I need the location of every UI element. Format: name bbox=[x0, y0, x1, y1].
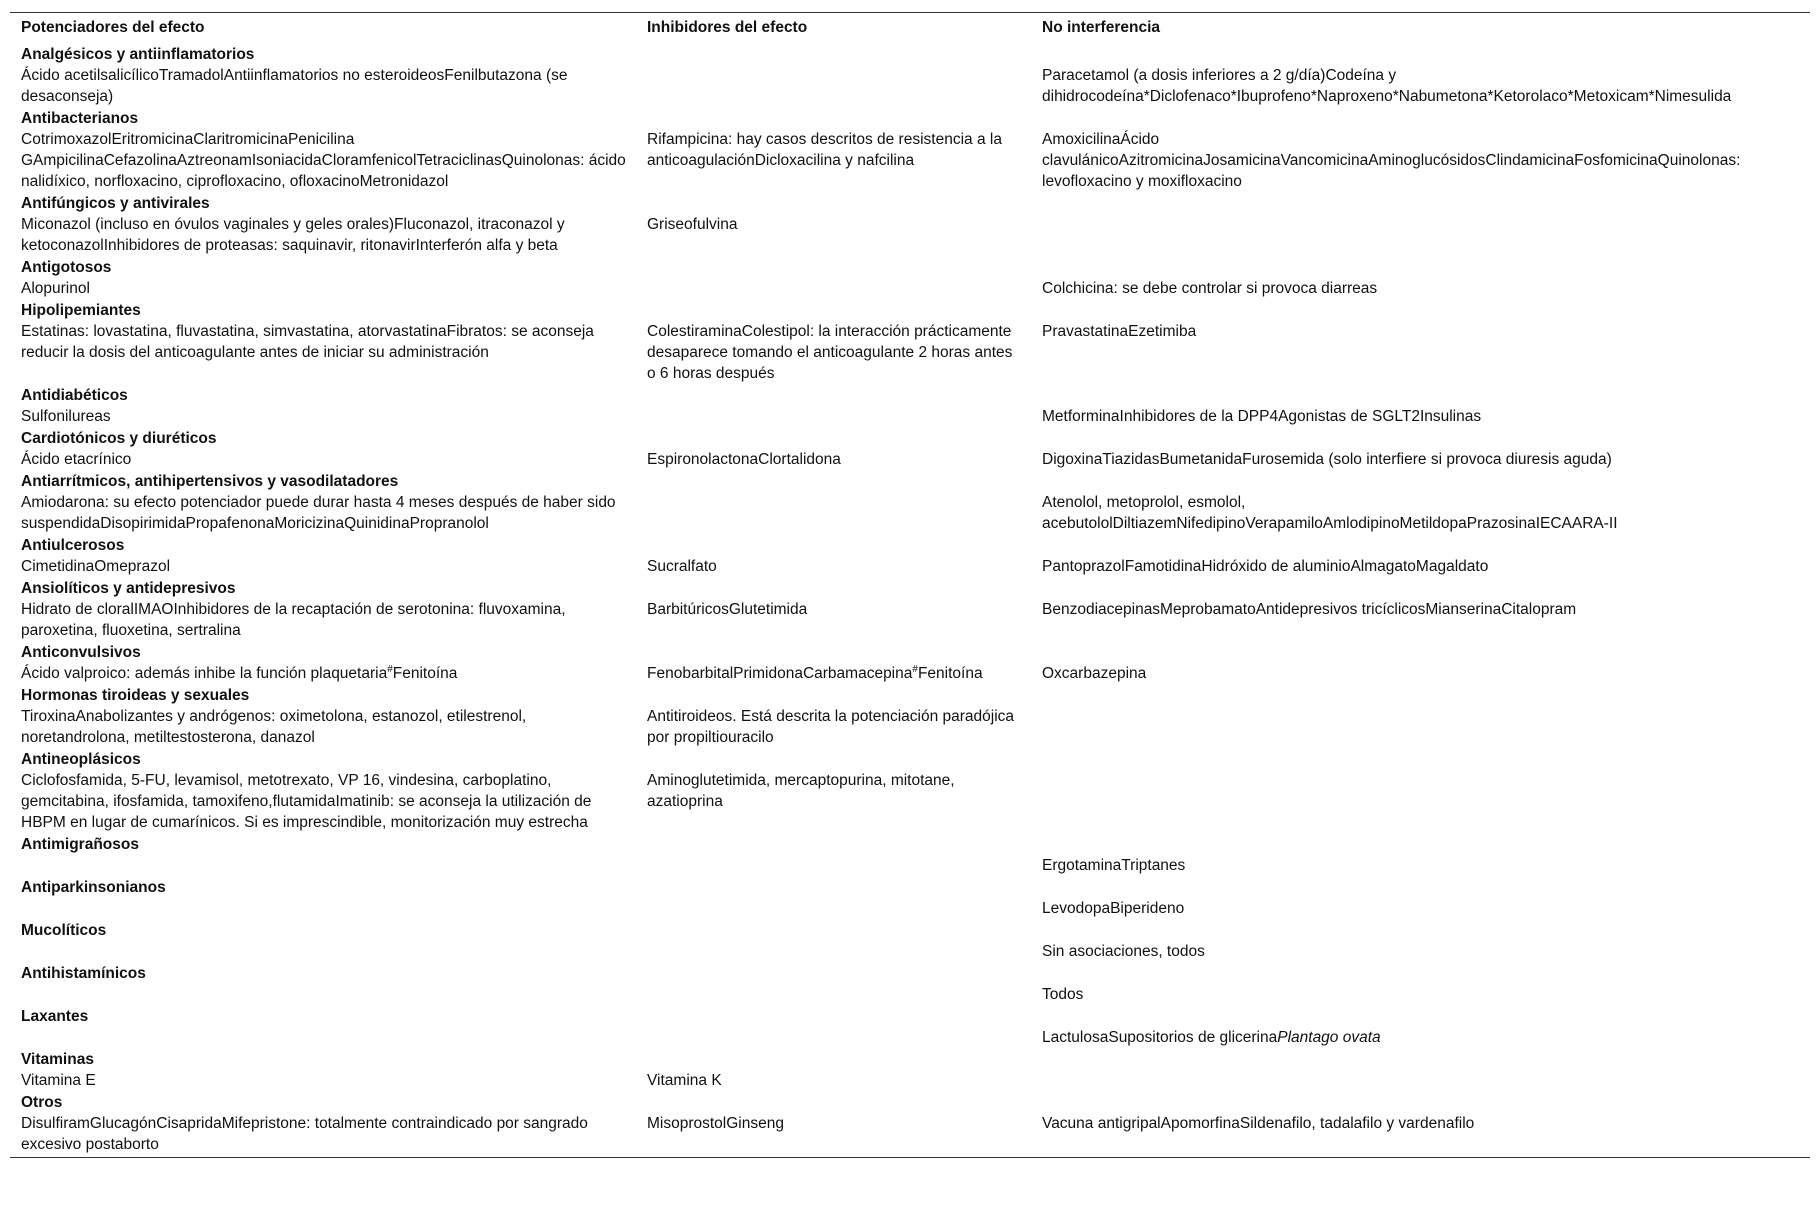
cell-inhibidores bbox=[636, 65, 1031, 107]
cell-no-interferencia: MetforminaInhibidores de la DPP4Agonistas de SGLT2Insulinas bbox=[1042, 408, 1482, 425]
table-row bbox=[10, 449, 1810, 470]
table-row bbox=[10, 599, 1810, 641]
cell-inhibidores bbox=[636, 1027, 1031, 1048]
cell-no-interferencia: Todos bbox=[1042, 986, 1084, 1003]
cell-potenciadores bbox=[10, 984, 636, 1005]
header-row bbox=[10, 13, 1810, 44]
cell-inhibidores bbox=[636, 984, 1031, 1005]
category-label: Antimigrañosos bbox=[21, 836, 139, 853]
cell-no-interferencia bbox=[1031, 706, 1810, 748]
header-inhibidores: Inhibidores del efecto bbox=[636, 13, 1031, 44]
category-label: Hormonas tiroideas y sexuales bbox=[21, 687, 250, 704]
cell-inhibidores: Griseofulvina bbox=[647, 216, 738, 233]
table-row bbox=[10, 1070, 1810, 1091]
cell-inhibidores: ColestiraminaColestipol: la interacción prácticamente desaparece tomando el anticoagulante 2 horas antes o 6 horas después bbox=[647, 323, 1013, 382]
cell-potenciadores: Hidrato de cloralIMAOInhibidores de la recaptación de serotonina: fluvoxamina, paroxetina, fluoxetina, sertralina bbox=[21, 601, 566, 639]
category-label: Antihistamínicos bbox=[21, 965, 146, 982]
cell-inhibidores bbox=[636, 406, 1031, 427]
category-row bbox=[10, 641, 1810, 663]
category-label: Antiulcerosos bbox=[21, 537, 125, 554]
table-row bbox=[10, 770, 1810, 833]
cell-no-interferencia: AmoxicilinaÁcido clavulánicoAzitromicinaJosamicinaVancomicinaAminoglucósidosClindamicinaFosfomicinaQuinolonas: levofloxacino y moxifloxacino bbox=[1042, 131, 1741, 190]
table-row bbox=[10, 406, 1810, 427]
category-label: Mucolíticos bbox=[21, 922, 107, 939]
table-row bbox=[10, 214, 1810, 256]
table-row bbox=[10, 663, 1810, 684]
interaction-table bbox=[10, 12, 1810, 1158]
cell-no-interferencia: Colchicina: se debe controlar si provoca diarreas bbox=[1042, 280, 1378, 297]
cell-potenciadores: Ácido valproico: además inhibe la función plaquetaria#Fenitoína bbox=[21, 663, 458, 682]
cell-potenciadores: TiroxinaAnabolizantes y andrógenos: oximetolona, estanozol, etilestrenol, noretandrolona, metiltestosterona, danazol bbox=[21, 708, 527, 746]
cell-no-interferencia: PravastatinaEzetimiba bbox=[1042, 323, 1197, 340]
cell-potenciadores: Ácido etacrínico bbox=[21, 451, 132, 468]
category-row bbox=[10, 876, 1810, 898]
category-row bbox=[10, 470, 1810, 492]
cell-potenciadores: Ciclofosfamida, 5-FU, levamisol, metotrexato, VP 16, vindesina, carboplatino, gemcitabina, ifosfamida, tamoxifeno,flutamidaImatinib: se aconseja la utilización de HBPM en lugar de cumarínicos. Si es imprescindible, monitorización muy estrecha bbox=[21, 772, 592, 831]
cell-potenciadores: Vitamina E bbox=[21, 1072, 96, 1089]
cell-no-interferencia bbox=[1031, 770, 1810, 833]
table-row bbox=[10, 65, 1810, 107]
category-row bbox=[10, 1005, 1810, 1027]
category-row bbox=[10, 43, 1810, 65]
category-row bbox=[10, 1091, 1810, 1113]
cell-inhibidores: BarbitúricosGlutetimida bbox=[647, 601, 808, 618]
table-row bbox=[10, 129, 1810, 192]
cell-no-interferencia: LevodopaBiperideno bbox=[1042, 900, 1185, 917]
category-label: Antineoplásicos bbox=[21, 751, 141, 768]
cell-inhibidores bbox=[636, 855, 1031, 876]
category-row bbox=[10, 919, 1810, 941]
cell-inhibidores: EspironolactonaClortalidona bbox=[647, 451, 841, 468]
cell-no-interferencia: Oxcarbazepina bbox=[1042, 665, 1147, 682]
table-row bbox=[10, 706, 1810, 748]
table-row bbox=[10, 278, 1810, 299]
cell-potenciadores: Alopurinol bbox=[21, 280, 90, 297]
table-row bbox=[10, 855, 1810, 876]
category-row bbox=[10, 962, 1810, 984]
category-label: Antidiabéticos bbox=[21, 387, 128, 404]
cell-inhibidores bbox=[636, 898, 1031, 919]
cell-no-interferencia: Atenolol, metoprolol, esmolol, acebutololDiltiazemNifedipinoVerapamiloAmlodipinoMetildopaPrazosinaIECAARA-II bbox=[1042, 494, 1618, 532]
cell-inhibidores: FenobarbitalPrimidonaCarbamacepina#Fenitoína bbox=[647, 663, 983, 682]
category-row bbox=[10, 299, 1810, 321]
header-no-interferencia: No interferencia bbox=[1031, 13, 1810, 44]
category-label: Ansiolíticos y antidepresivos bbox=[21, 580, 236, 597]
cell-potenciadores: DisulfiramGlucagónCisapridaMifepristone: totalmente contraindicado por sangrado excesivo postaborto bbox=[10, 1113, 636, 1158]
category-label: Antifúngicos y antivirales bbox=[21, 195, 210, 212]
cell-potenciadores: Miconazol (incluso en óvulos vaginales y geles orales)Fluconazol, itraconazol y ketoconazolInhibidores de proteasas: saquinavir, ritonavirInterferón alfa y beta bbox=[21, 216, 565, 254]
cell-inhibidores bbox=[636, 492, 1031, 534]
cell-inhibidores: Rifampicina: hay casos descritos de resistencia a la anticoagulaciónDicloxacilina y nafcilina bbox=[647, 131, 1002, 169]
table-row bbox=[10, 941, 1810, 962]
cell-inhibidores: Sucralfato bbox=[647, 558, 717, 575]
cell-potenciadores bbox=[10, 941, 636, 962]
cell-inhibidores bbox=[636, 278, 1031, 299]
table-row bbox=[10, 984, 1810, 1005]
category-row bbox=[10, 256, 1810, 278]
category-row bbox=[10, 534, 1810, 556]
cell-potenciadores bbox=[10, 898, 636, 919]
category-row bbox=[10, 427, 1810, 449]
cell-inhibidores: Antitiroideos. Está descrita la potenciación paradójica por propiltiouracilo bbox=[647, 708, 1015, 746]
table-row bbox=[10, 898, 1810, 919]
category-label: Hipolipemiantes bbox=[21, 302, 141, 319]
category-label: Antibacterianos bbox=[21, 110, 139, 127]
cell-potenciadores bbox=[10, 855, 636, 876]
cell-potenciadores: Estatinas: lovastatina, fluvastatina, simvastatina, atorvastatinaFibratos: se aconseja reducir la dosis del anticoagulante antes de iniciar su administración bbox=[21, 323, 594, 361]
cell-no-interferencia: BenzodiacepinasMeprobamatoAntidepresivos tricíclicosMianserinaCitalopram bbox=[1042, 601, 1577, 618]
cell-potenciadores: Amiodarona: su efecto potenciador puede durar hasta 4 meses después de haber sido suspendidaDisopirimidaPropafenonaMoricizinaQuinidinaPropranolol bbox=[21, 494, 616, 532]
cell-potenciadores bbox=[10, 1027, 636, 1048]
category-row bbox=[10, 577, 1810, 599]
cell-potenciadores: CimetidinaOmeprazol bbox=[21, 558, 171, 575]
category-label: Anticonvulsivos bbox=[21, 644, 141, 661]
cell-no-interferencia: DigoxinaTiazidasBumetanidaFurosemida (solo interfiere si provoca diuresis aguda) bbox=[1042, 451, 1612, 468]
cell-inhibidores: MisoprostolGinseng bbox=[636, 1113, 1031, 1158]
table-row bbox=[10, 1113, 1810, 1158]
table-row bbox=[10, 321, 1810, 384]
category-row bbox=[10, 833, 1810, 855]
cell-inhibidores bbox=[636, 941, 1031, 962]
cell-no-interferencia: Paracetamol (a dosis inferiores a 2 g/día)Codeína y dihidrocodeína*Diclofenaco*Ibuprofeno*Naproxeno*Nabumetona*Ketorolaco*Metoxicam*Nimesulida bbox=[1042, 67, 1732, 105]
cell-potenciadores: CotrimoxazolEritromicinaClaritromicinaPenicilina GAmpicilinaCefazolinaAztreonamIsoniacidaCloramfenicolTetraciclinasQuinolonas: ácido nalidíxico, norfloxacino, ciprofloxacino, ofloxacinoMetronidazol bbox=[21, 131, 626, 190]
category-row bbox=[10, 107, 1810, 129]
category-row bbox=[10, 192, 1810, 214]
category-label: Laxantes bbox=[21, 1008, 89, 1025]
category-label: Antiarrítmicos, antihipertensivos y vasodilatadores bbox=[21, 473, 399, 490]
category-row bbox=[10, 384, 1810, 406]
cell-no-interferencia bbox=[1031, 1070, 1810, 1091]
table-row bbox=[10, 492, 1810, 534]
category-label: Analgésicos y antiinflamatorios bbox=[21, 46, 255, 63]
cell-no-interferencia: PantoprazolFamotidinaHidróxido de aluminioAlmagatoMagaldato bbox=[1042, 558, 1489, 575]
cell-inhibidores: Vitamina K bbox=[647, 1072, 722, 1089]
table-row bbox=[10, 1027, 1810, 1048]
category-label: Otros bbox=[21, 1094, 63, 1111]
category-row bbox=[10, 684, 1810, 706]
cell-potenciadores: Sulfonilureas bbox=[21, 408, 111, 425]
cell-no-interferencia: LactulosaSupositorios de glicerinaPlantago ovata bbox=[1042, 1029, 1381, 1046]
table-row bbox=[10, 556, 1810, 577]
category-label: Antiparkinsonianos bbox=[21, 879, 166, 896]
cell-inhibidores: Aminoglutetimida, mercaptopurina, mitotane, azatioprina bbox=[647, 772, 955, 810]
cell-no-interferencia bbox=[1031, 214, 1810, 256]
category-label: Cardiotónicos y diuréticos bbox=[21, 430, 217, 447]
cell-no-interferencia: ErgotaminaTriptanes bbox=[1042, 857, 1186, 874]
cell-potenciadores: Ácido acetilsalicílicoTramadolAntiinflamatorios no esteroideosFenilbutazona (se desaconseja) bbox=[21, 67, 568, 105]
cell-no-interferencia: Sin asociaciones, todos bbox=[1042, 943, 1205, 960]
category-row bbox=[10, 1048, 1810, 1070]
cell-no-interferencia: Vacuna antigripalApomorfinaSildenafilo, tadalafilo y vardenafilo bbox=[1031, 1113, 1810, 1158]
table-body bbox=[10, 43, 1810, 1158]
category-label: Antigotosos bbox=[21, 259, 112, 276]
header-potenciadores: Potenciadores del efecto bbox=[10, 13, 636, 44]
category-label: Vitaminas bbox=[21, 1051, 94, 1068]
category-row bbox=[10, 748, 1810, 770]
